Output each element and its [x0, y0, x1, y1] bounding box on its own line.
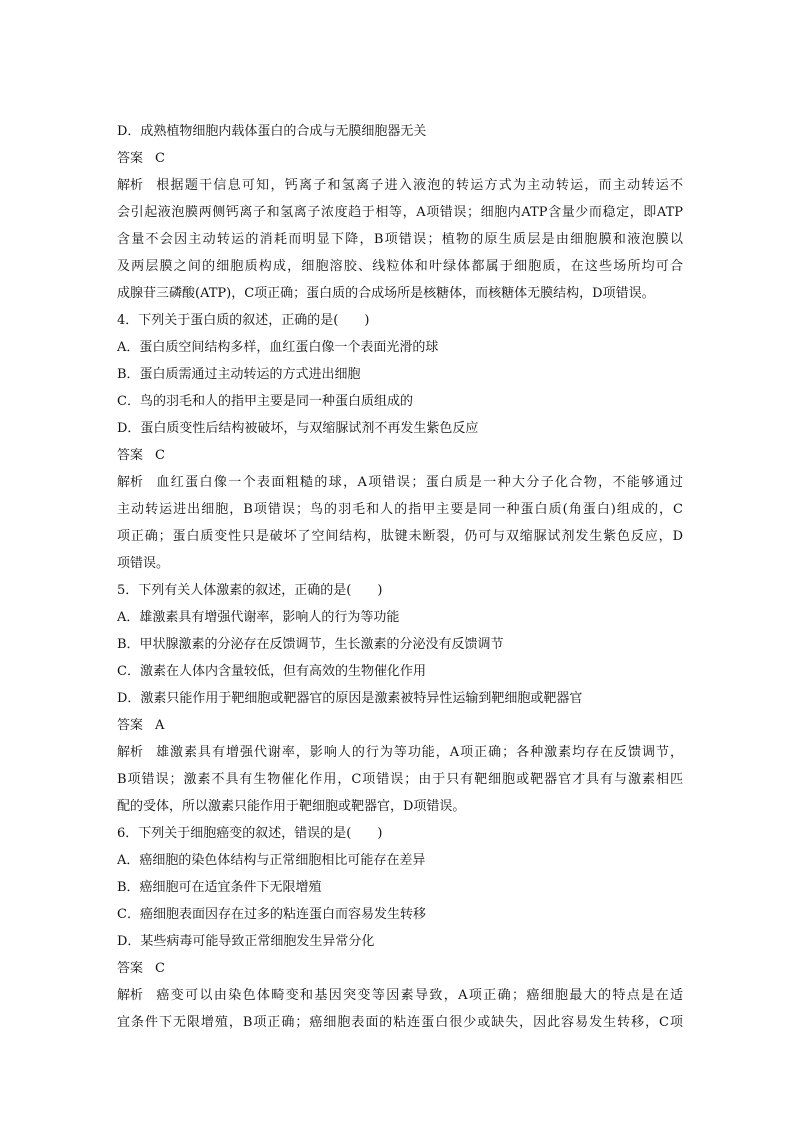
q3-analysis-line-5: 成腺苷三磷酸(ATP)，C项正确；蛋白质的合成场所是核糖体，而核糖体无膜结构，D项错误。 — [117, 286, 655, 301]
q3-analysis-line-2: 会引起液泡膜两侧钙离子和氢离子浓度趋于相等，A项错误；细胞内ATP含量少而稳定，即ATP — [117, 205, 683, 220]
q4-analysis-line-1: 解析 血红蛋白像一个表面粗糙的球，A项错误；蛋白质是一种大分子化合物，不能够通过 — [117, 469, 683, 496]
q5-analysis-line-3: 配的受体，所以激素只能作用于靶细胞或靶器官，D项错误。 — [117, 799, 466, 814]
q5-option-c: C．激素在人体内含量较低，但有高效的生物催化作用 — [117, 664, 426, 679]
q3-analysis-line-1: 解析 根据题干信息可知，钙离子和氢离子进入液泡的转运方式为主动转运，而主动转运不 — [117, 172, 683, 199]
q6-analysis-line-2: 宜条件下无限增殖，B项正确；癌细胞表面的粘连蛋白很少或缺失，因此容易发生转移，C项 — [117, 1015, 683, 1030]
q4-analysis-line-2: 主动转运进出细胞，B项错误；鸟的羽毛和人的指甲主要是同一种蛋白质(角蛋白)组成的，C — [117, 502, 683, 517]
q4-stem: 4．下列关于蛋白质的叙述，正确的是( ) — [117, 313, 370, 328]
q5-option-a: A．雄激素具有增强代谢率，影响人的行为等功能 — [117, 610, 400, 625]
q5-analysis-line-2: B项错误；激素不具有生物催化作用，C项错误；由于只有靶细胞或靶器官才具有与激素相匹 — [117, 772, 683, 787]
q6-option-d: D．某些病毒可能导致正常细胞发生异常分化 — [117, 934, 375, 949]
q4-analysis-line-4: 项错误。 — [117, 556, 170, 571]
answer-label: 答案 — [117, 151, 144, 166]
answer-value: C — [155, 961, 165, 976]
answer-label: 答案 — [117, 718, 144, 733]
q4-analysis-line-3: 项正确；蛋白质变性只是破坏了空间结构，肽键未断裂，仍可与双缩脲试剂发生紫色反应，D — [117, 529, 683, 544]
analysis-label: 解析 — [117, 475, 144, 490]
q6-option-c: C．癌细胞表面因存在过多的粘连蛋白而容易发生转移 — [117, 907, 426, 922]
q6-option-a: A．癌细胞的染色体结构与正常细胞相比可能存在差异 — [117, 853, 426, 868]
q5-analysis-line-1: 解析 雄激素具有增强代谢率，影响人的行为等功能，A项正确；各种激素均存在反馈调节， — [117, 739, 683, 766]
q4-option-c: C．鸟的羽毛和人的指甲主要是同一种蛋白质组成的 — [117, 394, 413, 409]
q4-option-b: B．蛋白质需通过主动转运的方式进出细胞 — [117, 367, 361, 382]
q3-analysis-line-4: 及两层膜之间的细胞质构成，细胞溶胶、线粒体和叶绿体都属于细胞质，在这些场所均可合 — [117, 259, 683, 274]
answer-value: C — [155, 151, 165, 166]
q4-option-a: A．蛋白质空间结构多样，血红蛋白像一个表面光滑的球 — [117, 340, 439, 355]
answer-value: C — [155, 448, 165, 463]
q4-answer — [117, 442, 683, 469]
q6-stem: 6．下列关于细胞癌变的叙述，错误的是( ) — [117, 826, 383, 841]
answer-label: 答案 — [117, 961, 144, 976]
q5-answer — [117, 712, 683, 739]
q5-option-d: D．激素只能作用于靶细胞或靶器官的原因是激素被特异性运输到靶细胞或靶器官 — [117, 691, 583, 706]
q5-stem: 5．下列有关人体激素的叙述，正确的是( ) — [117, 583, 383, 598]
q3-answer — [117, 145, 683, 172]
q6-answer — [117, 955, 683, 982]
q4-option-d: D．蛋白质变性后结构被破坏，与双缩脲试剂不再发生紫色反应 — [117, 421, 479, 436]
answer-label: 答案 — [117, 448, 144, 463]
q6-option-b: B．癌细胞可在适宜条件下无限增殖 — [117, 880, 322, 895]
analysis-label: 解析 — [117, 988, 144, 1003]
q3-analysis-line-3: 含量不会因主动转运的消耗而明显下降，B项错误；植物的原生质层是由细胞膜和液泡膜以 — [117, 232, 683, 247]
document-page — [117, 118, 683, 1036]
q6-analysis-line-1: 解析 癌变可以由染色体畸变和基因突变等因素导致，A项正确；癌细胞最大的特点是在适 — [117, 982, 683, 1009]
q3-option-d: D．成熟植物细胞内载体蛋白的合成与无膜细胞器无关 — [117, 124, 427, 139]
analysis-label: 解析 — [117, 745, 144, 760]
analysis-label: 解析 — [117, 178, 144, 193]
q5-option-b: B．甲状腺激素的分泌存在反馈调节，生长激素的分泌没有反馈调节 — [117, 637, 504, 652]
answer-value: A — [155, 718, 165, 733]
